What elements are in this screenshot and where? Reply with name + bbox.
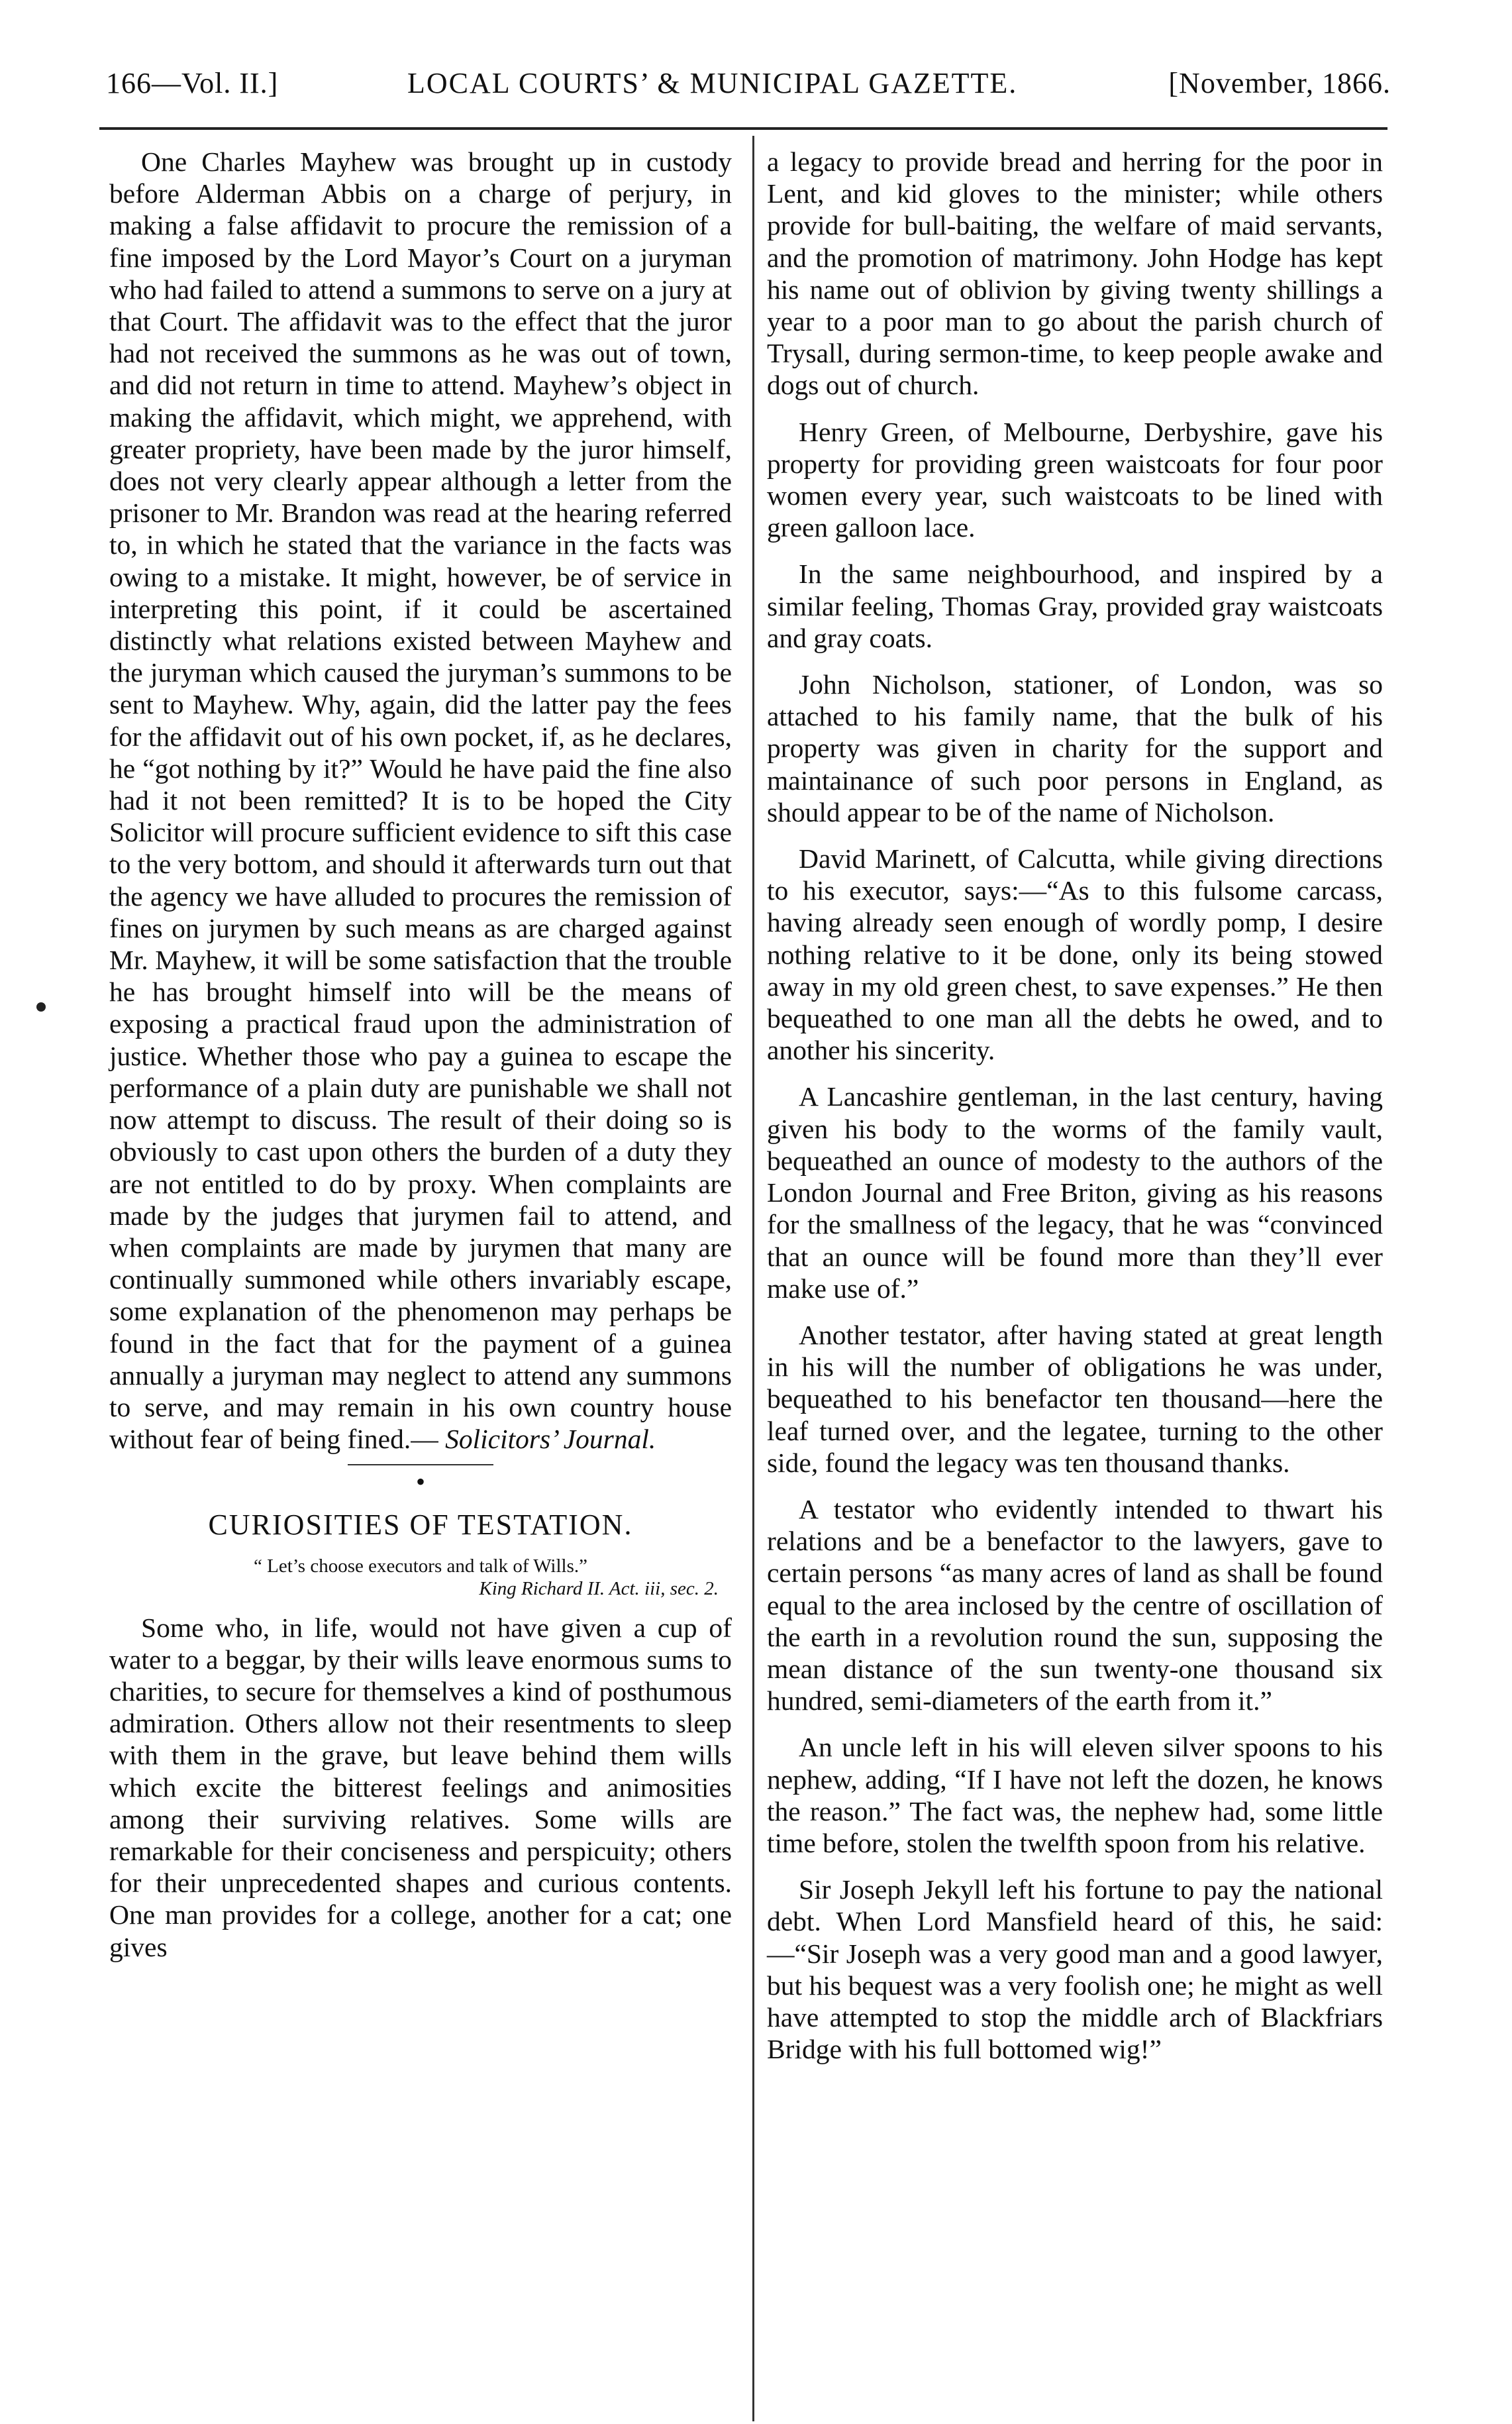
- intro-paragraph: Some who, in life, would not have given a cup of water to a beggar, by their wills leave enormous sums to charities, to secure for themselves a kind of posthumous admiration. Others allow not their resentments to sleep with them in the grave, but leave behind them wills which excite the bitterest feelings and animosities among their surviving relatives. Some wills are remarkable for their conciseness and perspicuity; others for their unprecedented shapes and curious contents. One man provides for a college, another for a cat; one gives: [109, 1612, 732, 1962]
- paragraph-john-nicholson: John Nicholson, stationer, of London, was so attached to his family name, that the bulk of his property was given in charity for the support and maintainance of such poor persons in England, as should appear to be of the name of Nicholson.: [767, 669, 1383, 827]
- epigraph: [109, 1555, 732, 1600]
- right-column: [767, 146, 1383, 2080]
- left-column: [109, 146, 732, 1963]
- paragraph-thomas-gray: In the same neighbourhood, and inspired by a similar feeling, Thomas Gray, provided gray waistcoats and gray coats.: [767, 558, 1383, 653]
- epigraph-source: King Richard II. Act. iii, sec. 2.: [479, 1577, 719, 1599]
- issue-date: [November, 1866.: [1168, 67, 1391, 99]
- paragraph-joseph-jekyll: Sir Joseph Jekyll left his fortune to pay the national debt. When Lord Mansfield heard of this, he said:—“Sir Joseph was a very good man and a good lawyer, but his bequest was a very foolish one; he might as well have attempted to stop the middle arch of Blackfriars Bridge with his full bottomed wig!”: [767, 1874, 1383, 2065]
- separator-dot: •: [415, 1467, 425, 1497]
- continued-paragraph: a legacy to provide bread and herring for the poor in Lent, and kid gloves to the minister; while others provide for bull-baiting, the welfare of maid servants, and the promotion of matrimony. John Hodge has kept his name out of oblivion by giving twenty shillings a year to a poor man to go about the parish church of Trysall, during sermon-time, to keep people awake and dogs out of church.: [767, 146, 1383, 401]
- publication-title: LOCAL COURTS’ & MUNICIPAL GAZETTE.: [407, 67, 1018, 99]
- article-signature: Solicitors’ Journal.: [445, 1424, 656, 1455]
- page-header: [106, 66, 1391, 119]
- article-text: One Charles Mayhew was brought up in custody before Alderman Abbis on a charge of perjury, in making a false affidavit to procure the remission of a fine imposed by the Lord Mayor’s Court on a juryman who had failed to attend a summons to serve on a jury at that Court. The affidavit was to the effect that the juror had not received the summons as he was out of town, and did not return in time to attend. Mayhew’s object in making the affidavit, which might, we apprehend, with greater propriety, have been made by the juror himself, does not very clearly appear although a letter from the prisoner to Mr. Brandon was read at the hearing referred to, in which he stated that the variance in the facts was owing to a mistake. It might, however, be of service in interpreting this point, if it could be ascertained distinctly what relations existed between Mayhew and the juryman which caused the juryman’s summons to be sent to Mayhew. Why, again, did the latter pay the fees for the affidavit out of his own pocket, if, as he declares, he “got nothing by it?” Would he have paid the fine also had it not been remitted? It is to be hoped the City Solicitor will procure sufficient evidence to sift this case to the very bottom, and should it afterwards turn out that the agency we have alluded to procures the remission of fines on jurymen by such means as are charged against Mr. Mayhew, it will be some satisfaction that the trouble he has brought himself into will be the means of exposing a practical fraud upon the administration of justice. Whether those who pay a guinea to escape the performance of a plain duty are punishable we shall not now attempt to discuss. The result of their doing so is obviously to cast upon others the burden of a duty they are not entitled to do by proxy. When complaints are made by the judges that jurymen fail to attend, and when complaints are made by jurymen that many are continually summoned while others invariably escape, some explanation of the phenomenon may perhaps be found in the fact that for the payment of a guinea annually a juryman may neglect to attend any summons to serve, and may remain in his own country house without fear of being fined.—: [109, 146, 732, 1455]
- page-volume-number: 166—Vol. II.]: [106, 67, 279, 99]
- section-title: CURIOSITIES OF TESTATION.: [208, 1508, 633, 1542]
- separator-rule: [348, 1464, 493, 1465]
- epigraph-quote: “ Let’s choose executors and talk of Wills.”: [253, 1555, 588, 1577]
- margin-mark: [36, 1002, 46, 1012]
- header-rule: [99, 127, 1387, 130]
- paragraph-another-testator: Another testator, after having stated at great length in his will the number of obligations he was under, bequeathed to his benefactor ten thousand—here the leaf turned over, and the legatee, turning to the other side, found the legacy was ten thousand thanks.: [767, 1319, 1383, 1478]
- column-divider: [752, 136, 754, 2421]
- paragraph-lancashire-gentleman: A Lancashire gentleman, in the last century, having given his body to the worms of the family vault, bequeathed an ounce of modesty to the authors of the London Journal and Free Briton, giving as his reasons for the smallness of the legacy, that he was “convinced that an ounce will be found more than they’ll ever make use of.”: [767, 1081, 1383, 1304]
- paragraph-silver-spoons: An uncle left in his will eleven silver spoons to his nephew, adding, “If I have not left the dozen, he knows the reason.” The fact was, the nephew had, some little time before, stolen the twelfth spoon from his relative.: [767, 1732, 1383, 1858]
- paragraph-testator-lawyers: A testator who evidently intended to thwart his relations and be a benefactor to the lawyers, gave to certain persons “as many acres of land as shall be found equal to the area inclosed by the centre of oscillation of the earth in a revolution round the sun, supposing the mean distance of the sun twenty-one thousand six hundred, semi-diameters of the earth from it.”: [767, 1493, 1383, 1716]
- article-paragraph: [109, 146, 732, 1455]
- paragraph-david-marinett: David Marinett, of Calcutta, while giving directions to his executor, says:—“As to this fulsome carcass, having already seen enough of wordly pomp, I desire nothing relative to it be done, only its being stowed away in my old green chest, to save expenses.” He then bequeathed to one man all the debts he owed, and to another his sincerity.: [767, 843, 1383, 1066]
- paragraph-henry-green: Henry Green, of Melbourne, Derbyshire, gave his property for providing green waistcoats for four poor women every year, such waistcoats to be lined with green galloon lace.: [767, 416, 1383, 543]
